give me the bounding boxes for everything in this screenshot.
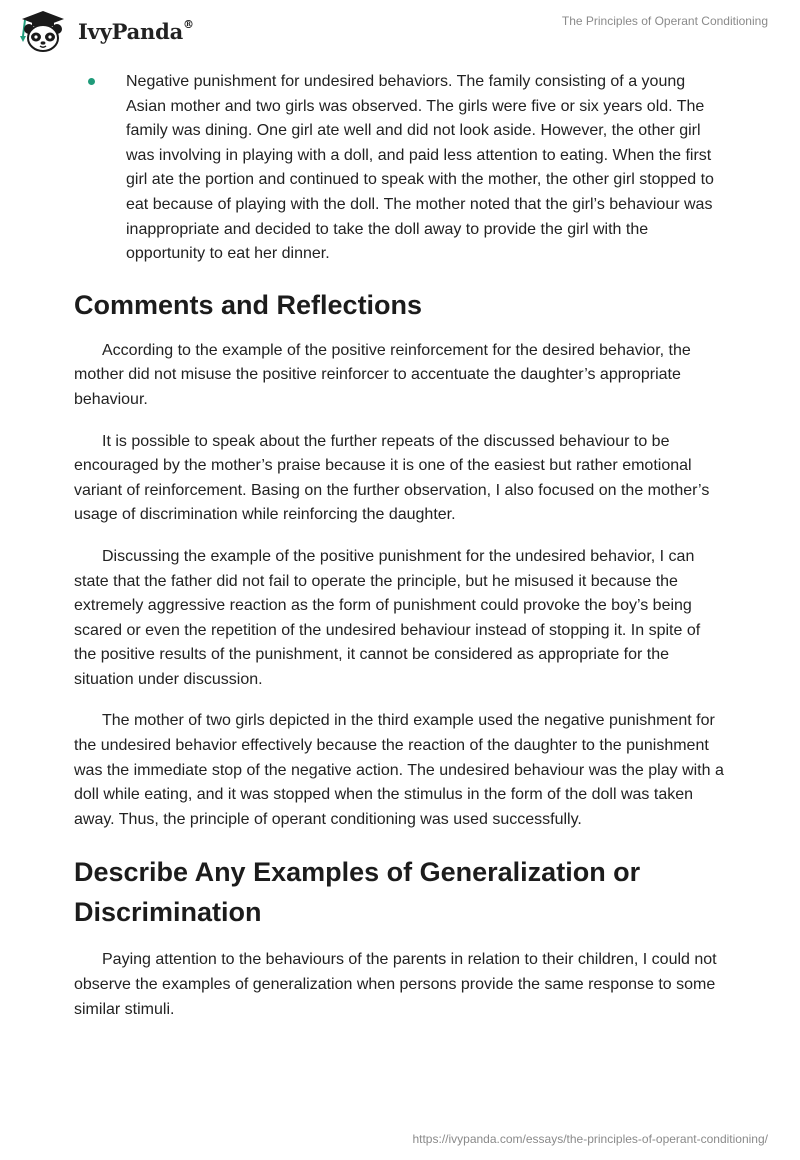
section-heading-comments: Comments and Reflections [74, 289, 423, 320]
list-item [74, 70, 724, 267]
brand-name: IvyPanda® [78, 17, 194, 44]
paragraph: The mother of two girls depicted in the third example used the negative punishment for the undesired behavior effectively because the reaction of the daughter to the punishment was the immediate stop of the negative action. The undesired behaviour was the play with a doll while eating, and it was stopped when the stimulus in the form of the doll was taken away. Thus, the principle of operant conditioning was used successfully. [74, 712, 724, 828]
paragraph: According to the example of the positive reinforcement for the desired behavior, the mother did not misuse the positive reinforcer to accentuate the daughter’s appropriate behaviour. [74, 341, 691, 408]
paragraph: Discussing the example of the positive punishment for the undesired behavior, I can state that the father did not fail to operate the principle, but he misused it because the extremely aggressive reaction as the form of punishment could provoke the boy’s being scared or even the repetition of the undesired behaviour instead of stopping it. In spite of the positive results of the punishment, it cannot be considered as appropriate for the situation under discussion. [74, 547, 701, 688]
essay-content [74, 70, 724, 1039]
section-heading-describe: Describe Any Examples of Generalization or Discrimination [74, 857, 641, 928]
source-url-link[interactable]: https://ivypanda.com/essays/the-principles-of-operant-conditioning/ [412, 1132, 768, 1146]
bullet-icon [88, 78, 95, 85]
document-title: The Principles of Operant Conditioning [561, 14, 768, 28]
logo[interactable] [14, 10, 194, 52]
paragraph: Paying attention to the behaviours of the parents in relation to their children, I could not observe the examples of generalization when persons provide the same response to some similar stimuli. [74, 951, 717, 1018]
registered-mark: ® [183, 17, 194, 31]
page-header [0, 0, 800, 60]
panda-graduate-icon [14, 10, 72, 52]
list-item-text: Negative punishment for undesired behaviors. The family consisting of a young Asian mother and two girls was observed. The girls were five or six years old. The family was dining. One girl ate well and did not look aside. However, the other girl was involving in playing with a doll, and paid less attention to eating. When the first girl ate the portion and continued to speak with the mother, the other girl stopped to eat because of playing with the doll. The mother noted that the girl’s behaviour was inappropriate and decided to take the doll away to provide the girl with the opportunity to eat her dinner. [126, 73, 714, 263]
paragraph: It is possible to speak about the further repeats of the discussed behaviour to be encouraged by the mother’s praise because it is one of the easiest but rather emotional variant of reinforcement. Basing on the further observation, I also focused on the mother’s usage of discrimination while reinforcing the daughter. [74, 432, 710, 524]
